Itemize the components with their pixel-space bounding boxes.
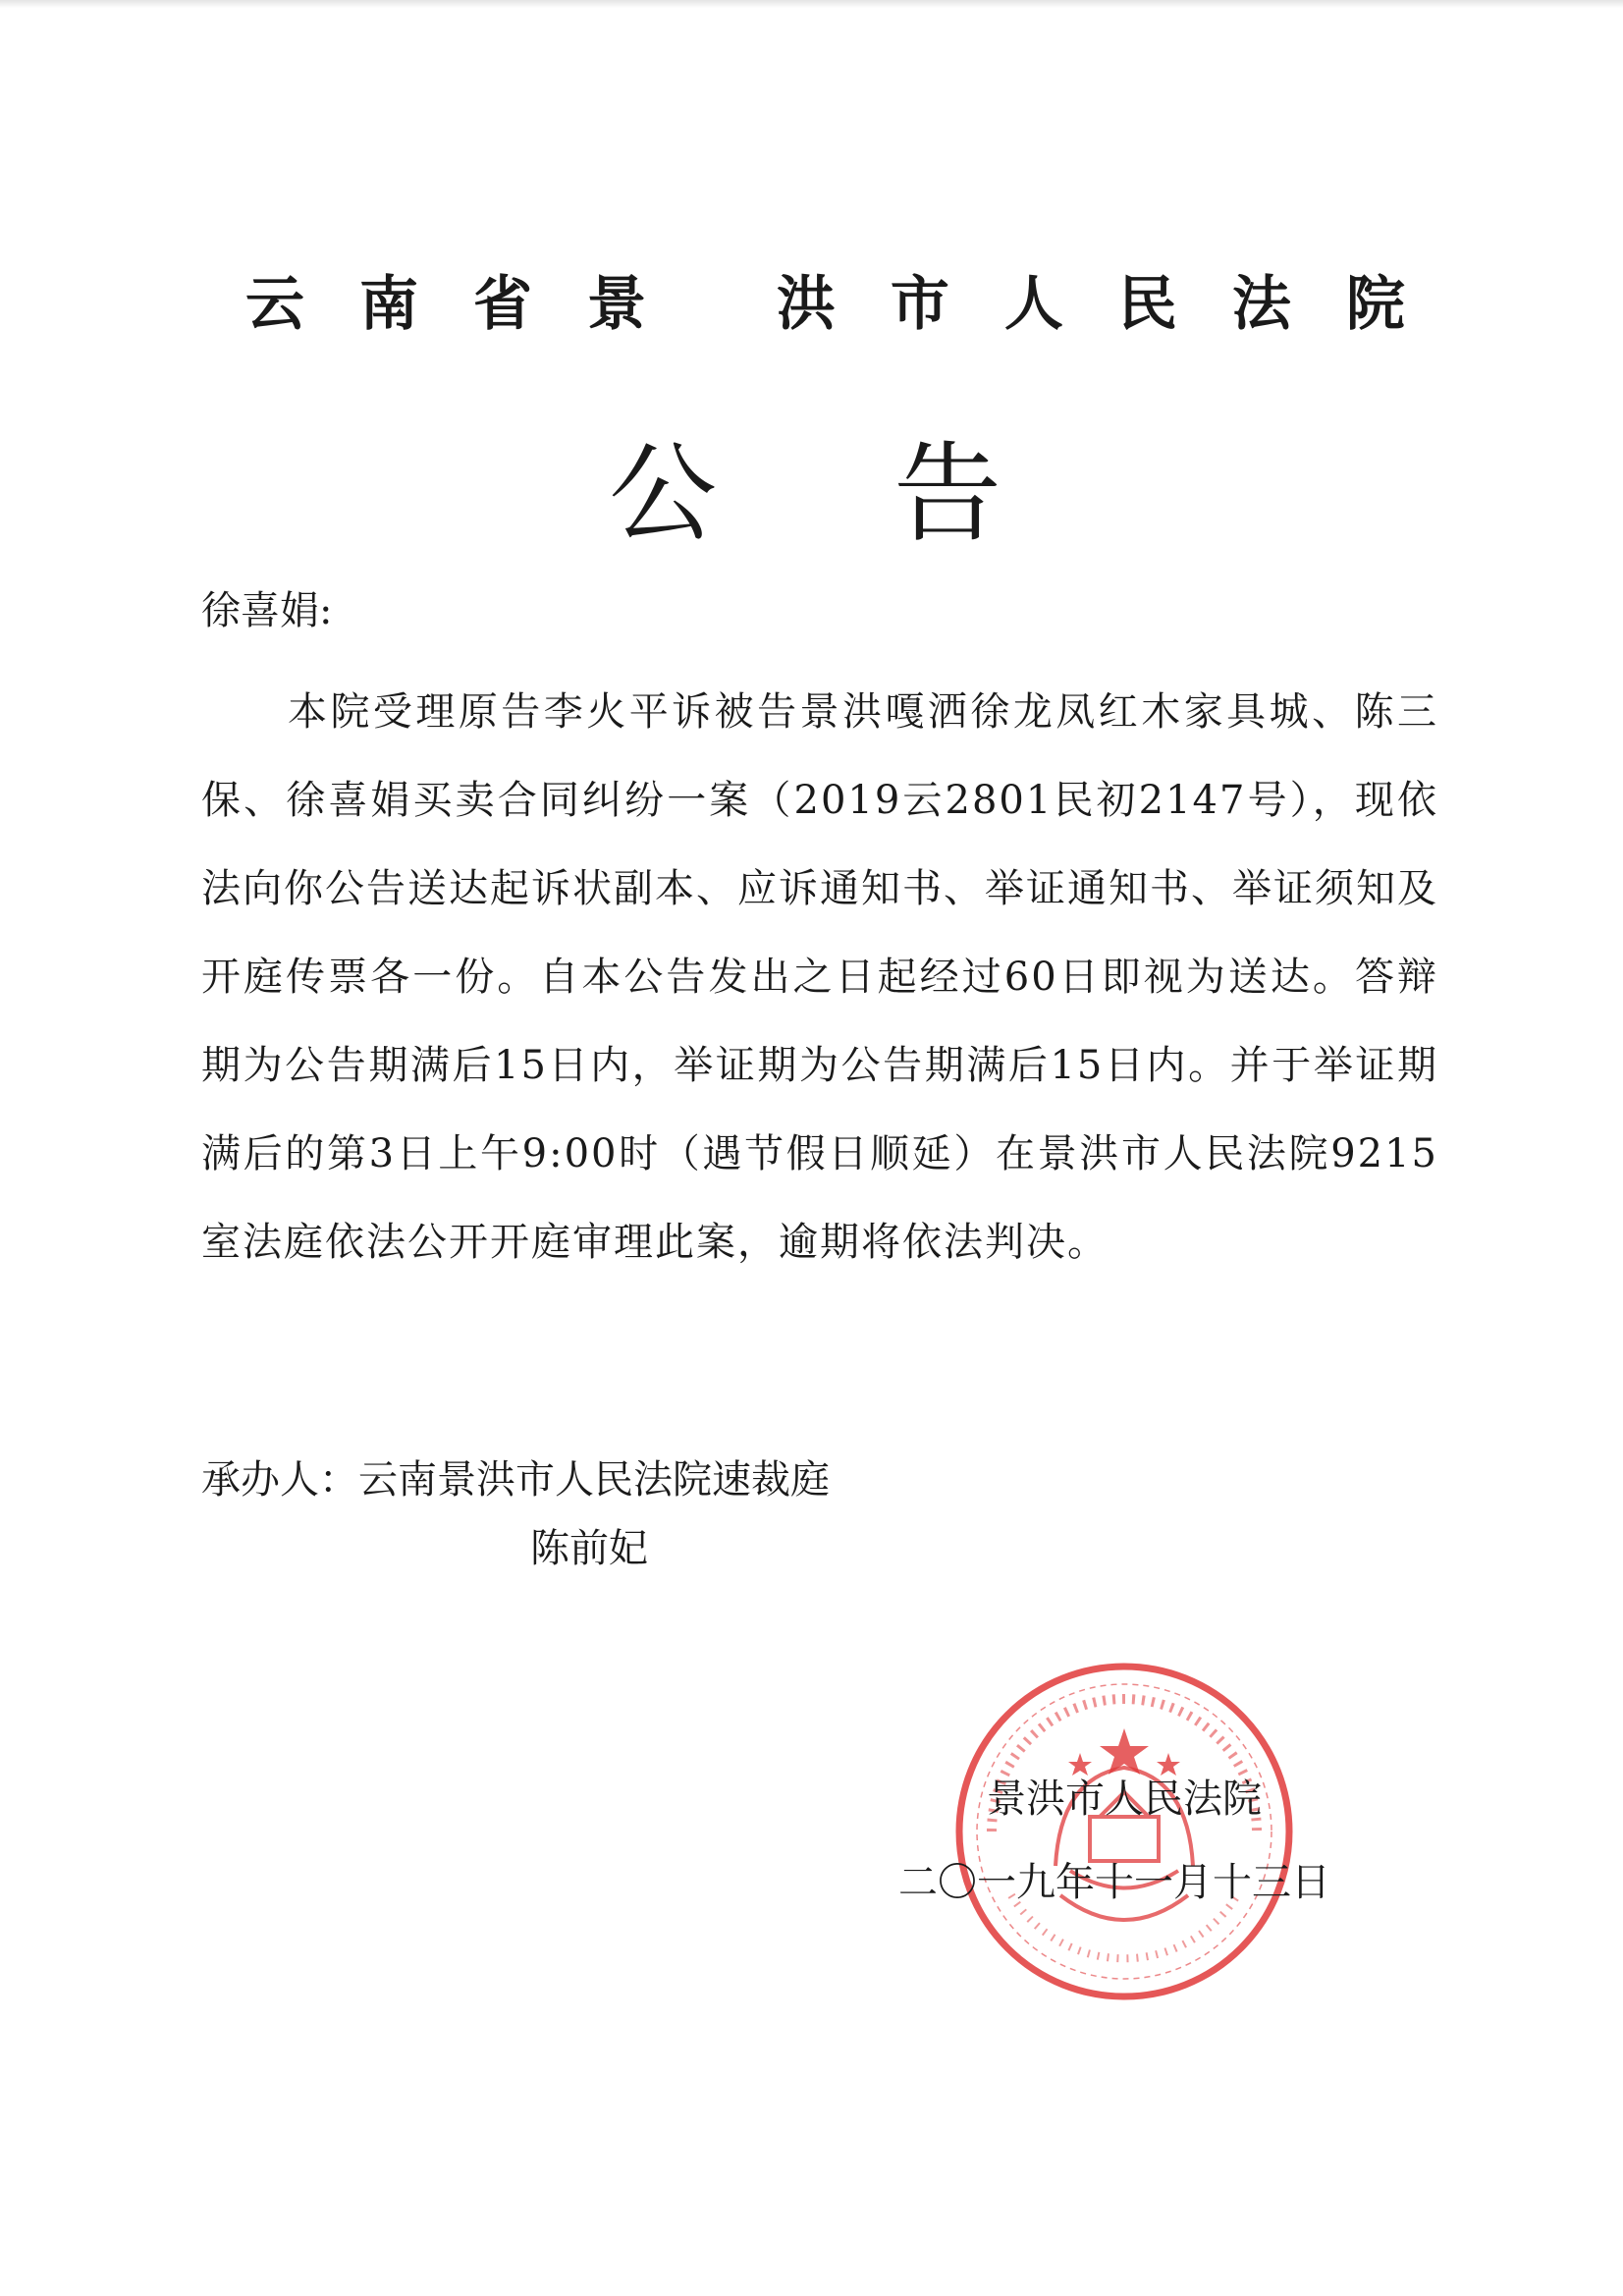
addressee: 徐喜娟:	[201, 588, 333, 633]
notice-body: 本院受理原告李火平诉被告景洪嘎洒徐龙凤红木家具城、陈三保、徐喜娟买卖合同纠纷一案（2019云2801民初2147号），现依法向你公告送达起诉状副本、应诉通知书、举证通知书、举证须知及开庭传票各一份。自本公告发出之日起经过60日即视为送达。答辩期为公告期满后15日内，举证期为公告期满后15日内。并于举证期满后的第3日上午9:00时（遇节假日顺延）在景洪市人民法院9215室法庭依法公开开庭审理此案，逾期将依法判决。	[201, 689, 1438, 1265]
signature-date: 二〇一九年十一月十三日	[898, 1860, 1330, 1905]
court-seal-icon	[952, 1660, 1296, 2003]
handler-name: 陈前妃	[530, 1526, 648, 1571]
signature-court: 景洪市人民法院	[987, 1777, 1262, 1822]
handler-line: 承办人：云南景洪市人民法院速裁庭	[201, 1457, 830, 1503]
notice-title: 公告	[609, 431, 1178, 557]
scan-edge	[0, 0, 1623, 8]
court-name-heading: 云南省景 洪市人民法院	[245, 270, 1460, 339]
